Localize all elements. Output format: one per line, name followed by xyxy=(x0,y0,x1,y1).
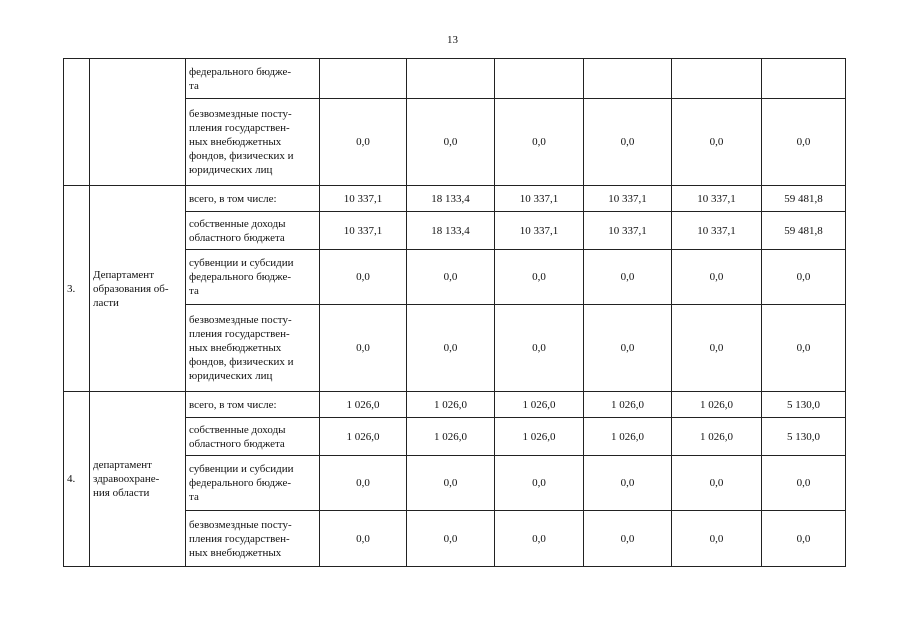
value-cell: 10 337,1 xyxy=(495,212,584,250)
value-cell: 0,0 xyxy=(762,250,846,305)
value-cell xyxy=(320,59,407,99)
value-cell xyxy=(495,59,584,99)
value-cell: 1 026,0 xyxy=(584,418,672,456)
value-cell: 0,0 xyxy=(672,250,762,305)
row-number-cell: 4. xyxy=(64,392,90,567)
value-cell: 10 337,1 xyxy=(672,186,762,212)
table-row xyxy=(64,186,846,212)
value-cell: 10 337,1 xyxy=(584,186,672,212)
value-cell: 1 026,0 xyxy=(672,392,762,418)
value-cell: 18 133,4 xyxy=(407,186,495,212)
value-cell: 0,0 xyxy=(495,250,584,305)
value-cell: 1 026,0 xyxy=(320,392,407,418)
value-cell: 0,0 xyxy=(407,99,495,186)
value-cell: 5 130,0 xyxy=(762,418,846,456)
funding-source-cell: собственные доходы областного бюджета xyxy=(186,212,320,250)
value-cell: 0,0 xyxy=(320,511,407,567)
value-cell: 10 337,1 xyxy=(320,186,407,212)
value-cell: 0,0 xyxy=(320,250,407,305)
value-cell: 10 337,1 xyxy=(672,212,762,250)
value-cell: 0,0 xyxy=(672,305,762,392)
funding-source-cell: субвенции и субсидии федерального бюдже- та xyxy=(186,456,320,511)
row-number-cell xyxy=(64,59,90,186)
table-row xyxy=(64,59,846,99)
value-cell: 0,0 xyxy=(672,511,762,567)
value-cell: 0,0 xyxy=(762,99,846,186)
value-cell: 1 026,0 xyxy=(672,418,762,456)
value-cell xyxy=(762,59,846,99)
value-cell: 0,0 xyxy=(495,511,584,567)
table-row xyxy=(64,392,846,418)
value-cell: 0,0 xyxy=(672,456,762,511)
value-cell: 1 026,0 xyxy=(495,418,584,456)
value-cell: 1 026,0 xyxy=(407,392,495,418)
department-name-cell: департамент здравоохране- ния области xyxy=(90,392,186,567)
value-cell: 0,0 xyxy=(495,99,584,186)
funding-source-cell: безвозмездные посту- пления государствен- ных внебюджетных фондов, физических и юридических лиц xyxy=(186,99,320,186)
value-cell: 59 481,8 xyxy=(762,186,846,212)
value-cell: 10 337,1 xyxy=(320,212,407,250)
value-cell: 0,0 xyxy=(320,99,407,186)
value-cell: 0,0 xyxy=(320,456,407,511)
value-cell: 0,0 xyxy=(407,456,495,511)
value-cell xyxy=(407,59,495,99)
value-cell: 1 026,0 xyxy=(320,418,407,456)
value-cell: 0,0 xyxy=(762,511,846,567)
value-cell: 1 026,0 xyxy=(584,392,672,418)
value-cell: 0,0 xyxy=(762,305,846,392)
funding-source-cell: безвозмездные посту- пления государствен- ных внебюджетных xyxy=(186,511,320,567)
value-cell: 0,0 xyxy=(762,456,846,511)
value-cell: 0,0 xyxy=(584,511,672,567)
value-cell: 10 337,1 xyxy=(584,212,672,250)
funding-source-cell: федерального бюдже- та xyxy=(186,59,320,99)
value-cell: 0,0 xyxy=(672,99,762,186)
department-name-cell: Департамент образования об- ласти xyxy=(90,186,186,392)
funding-source-cell: субвенции и субсидии федерального бюдже- та xyxy=(186,250,320,305)
value-cell: 0,0 xyxy=(407,250,495,305)
value-cell: 0,0 xyxy=(584,99,672,186)
value-cell: 0,0 xyxy=(495,456,584,511)
funding-source-cell: всего, в том числе: xyxy=(186,186,320,212)
value-cell: 0,0 xyxy=(584,456,672,511)
budget-table xyxy=(63,58,846,567)
value-cell: 0,0 xyxy=(584,305,672,392)
row-number-cell: 3. xyxy=(64,186,90,392)
value-cell: 59 481,8 xyxy=(762,212,846,250)
value-cell: 0,0 xyxy=(407,511,495,567)
value-cell: 1 026,0 xyxy=(407,418,495,456)
value-cell: 0,0 xyxy=(495,305,584,392)
value-cell xyxy=(584,59,672,99)
funding-source-cell: безвозмездные посту- пления государствен- ных внебюджетных фондов, физических и юридических лиц xyxy=(186,305,320,392)
funding-source-cell: собственные доходы областного бюджета xyxy=(186,418,320,456)
department-name-cell xyxy=(90,59,186,186)
value-cell: 0,0 xyxy=(407,305,495,392)
funding-source-cell: всего, в том числе: xyxy=(186,392,320,418)
page-number: 13 xyxy=(447,34,458,46)
value-cell: 10 337,1 xyxy=(495,186,584,212)
value-cell: 1 026,0 xyxy=(495,392,584,418)
value-cell: 5 130,0 xyxy=(762,392,846,418)
value-cell: 0,0 xyxy=(584,250,672,305)
value-cell: 0,0 xyxy=(320,305,407,392)
value-cell: 18 133,4 xyxy=(407,212,495,250)
value-cell xyxy=(672,59,762,99)
